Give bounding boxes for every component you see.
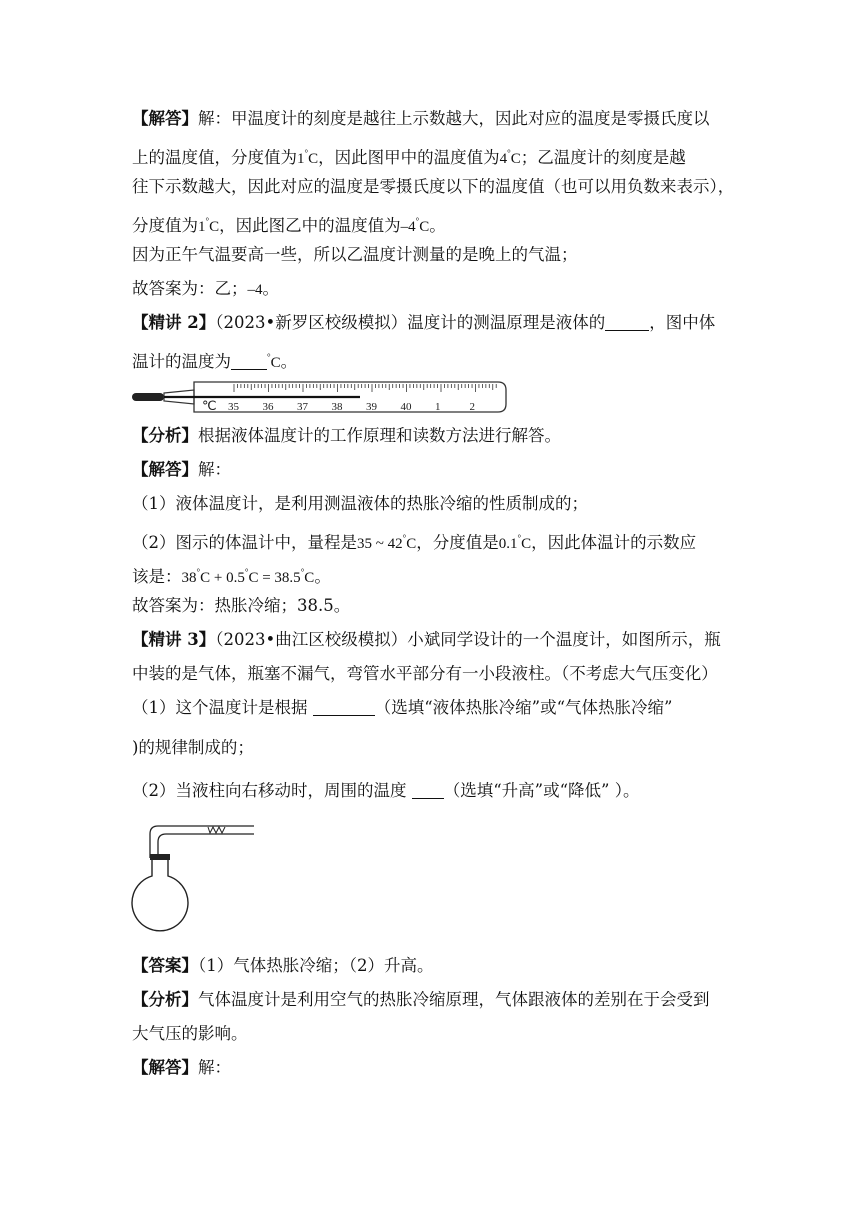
equation xyxy=(181,567,315,586)
text: （1）气体热胀冷缩；（2）升高。 xyxy=(198,956,434,975)
text: 中装的是气体，瓶塞不漏气，弯管水平部分有一小段液柱。（不考虑大气压变化） xyxy=(132,664,718,683)
value: 35 ~ 42 xyxy=(357,536,403,552)
math-value: –4 xyxy=(247,282,263,298)
value: 4 xyxy=(499,151,508,167)
answer-line-5 xyxy=(132,244,742,266)
math-value xyxy=(198,216,220,235)
value: 1 xyxy=(198,219,206,235)
degree-symbol: ° xyxy=(517,533,522,543)
text: ；乙温度计的刻度是越 xyxy=(520,148,686,167)
text: 该是： xyxy=(132,567,182,586)
scale-label: 40 xyxy=(400,401,412,413)
text: （2）图示的体温计中，量程是 xyxy=(132,533,357,552)
degree-symbol: ° xyxy=(304,148,309,158)
degree-symbol: ° xyxy=(415,216,420,226)
text: 往下示数越大，因此对应的温度是零摄氏度以下的温度值（也可以用负数来表示）， xyxy=(132,177,735,196)
text: ，分度值是 xyxy=(416,533,499,552)
unit: C xyxy=(304,570,315,586)
text: 。 xyxy=(262,279,279,298)
scale-label: 35 xyxy=(228,401,239,413)
answer-line-3 xyxy=(132,176,742,198)
solution-line-2 xyxy=(132,493,742,515)
math-value xyxy=(400,216,430,235)
unit: C xyxy=(270,355,281,371)
answer-blank xyxy=(313,699,375,716)
text: )的规律制成的； xyxy=(132,738,254,757)
unit: C xyxy=(248,570,259,586)
unit: C xyxy=(521,536,532,552)
text: ，图中体 xyxy=(649,313,716,332)
scale-label: 38 xyxy=(331,401,343,413)
thermometer-bulb xyxy=(132,393,164,401)
answer-blank xyxy=(231,353,267,370)
unit: C xyxy=(200,570,211,586)
text: （选填“升高”或“降低” ）。 xyxy=(443,781,640,800)
unit: C xyxy=(209,219,220,235)
text: （2023•新罗区校级模拟）温度计的测温原理是液体的 xyxy=(215,313,606,332)
math-value xyxy=(357,533,417,552)
degree-symbol: ° xyxy=(300,567,305,577)
question-3-line-3 xyxy=(132,697,742,719)
answer-line-1 xyxy=(132,108,742,130)
solution-line-4 xyxy=(132,561,742,589)
answer-tag: 【解答】 xyxy=(132,1058,198,1077)
bent-tube-outer xyxy=(150,826,254,858)
solution-line-final xyxy=(132,1057,742,1079)
solution-line-1 xyxy=(132,459,742,481)
scale-label: 37 xyxy=(297,401,308,413)
analysis-tag: 【分析】 xyxy=(132,426,198,445)
value: + 0.5 xyxy=(210,570,245,586)
analysis-line xyxy=(132,425,742,447)
answer-tag: 【解答】 xyxy=(132,109,198,128)
scale-label: 2 xyxy=(469,401,475,413)
scale-ticks xyxy=(234,384,496,392)
degree-symbol: ° xyxy=(196,567,201,577)
text: 。 xyxy=(280,352,298,371)
math-value xyxy=(499,148,521,167)
value: 0.1 xyxy=(498,536,518,552)
answer-blank xyxy=(605,314,649,331)
question-2-line-2 xyxy=(132,346,742,374)
question-tag: 【精讲 3】 xyxy=(132,630,216,649)
text: 温计的温度为 xyxy=(132,352,231,371)
value: = 38.5 xyxy=(258,570,301,586)
question-tag: 【精讲 2】 xyxy=(132,313,216,332)
text: 分度值为 xyxy=(132,216,198,235)
answer-label: 【答案】 xyxy=(132,956,198,975)
scale-labels xyxy=(228,401,475,413)
math-value xyxy=(297,148,319,167)
liquid-column xyxy=(208,827,225,833)
text: 气体温度计是利用空气的热胀冷缩原理，气体跟液体的差别在于会受到 xyxy=(198,990,710,1009)
value: 1 xyxy=(297,151,305,167)
text: 解：甲温度计的刻度是越往上示数越大，因此对应的温度是零摄氏度以 xyxy=(198,109,710,128)
analysis-line-3 xyxy=(132,1023,742,1045)
degree-symbol: ° xyxy=(507,148,511,158)
scale-label: 36 xyxy=(262,401,274,413)
math-value xyxy=(267,352,281,371)
text: 。 xyxy=(314,567,331,586)
text: 根据液体温度计的工作原理和读数方法进行解答。 xyxy=(198,426,561,445)
question-3-line-5 xyxy=(132,780,742,802)
degree-symbol: ° xyxy=(205,216,210,226)
text: 大气压的影响。 xyxy=(132,1024,248,1043)
degree-symbol: ° xyxy=(244,567,249,577)
text: 故答案为：热胀冷缩；38.5。 xyxy=(132,596,351,615)
text: ，因此图甲中的温度值为 xyxy=(318,148,500,167)
scale-label: 1 xyxy=(435,401,441,413)
question-3-line-2 xyxy=(132,663,742,685)
analysis-line-2 xyxy=(132,989,742,1011)
answer-line-4 xyxy=(132,210,742,238)
value: 38 xyxy=(181,570,197,586)
answer-line xyxy=(132,955,742,977)
math-value xyxy=(498,533,532,552)
text: 解： xyxy=(198,460,231,479)
degree-symbol: ° xyxy=(402,533,407,543)
unit-label: ℃ xyxy=(202,398,217,413)
gas-thermometer-figure xyxy=(128,818,258,940)
question-3-line-1 xyxy=(132,629,742,651)
text: ，因此体温计的示数应 xyxy=(531,533,697,552)
clinical-thermometer-figure xyxy=(130,380,510,416)
text: 解： xyxy=(198,1058,231,1077)
question-3-line-4 xyxy=(132,737,742,759)
text: （2023•曲江区校级模拟）小斌同学设计的一个温度计，如图所示，瓶 xyxy=(215,630,721,649)
text: （选填“液体热胀冷缩”或“气体热胀冷缩” xyxy=(374,698,673,717)
unit: C xyxy=(406,536,417,552)
flask xyxy=(132,860,188,931)
text: 上的温度值，分度值为 xyxy=(132,148,297,167)
text: ，因此图乙中的温度值为 xyxy=(219,216,401,235)
text: （1）液体温度计，是利用测温液体的热胀冷缩的性质制成的； xyxy=(132,494,588,513)
unit: C xyxy=(510,151,521,167)
answer-blank xyxy=(412,782,444,799)
analysis-tag: 【分析】 xyxy=(132,990,198,1009)
degree-symbol: ° xyxy=(267,352,271,362)
answer-line-6 xyxy=(132,278,742,301)
text: 因为正午气温要高一些，所以乙温度计测量的是晚上的气温； xyxy=(132,245,578,264)
question-2-line-1 xyxy=(132,312,742,334)
unit: C xyxy=(308,151,319,167)
text: 。 xyxy=(429,216,446,235)
solution-line-5 xyxy=(132,595,742,617)
scale-label: 39 xyxy=(366,401,377,413)
text: 故答案为：乙； xyxy=(132,279,248,298)
text: （2）当液柱向右移动时，周围的温度 xyxy=(132,781,412,800)
text: （1）这个温度计是根据 xyxy=(132,698,313,717)
unit: C xyxy=(419,219,430,235)
answer-tag: 【解答】 xyxy=(132,460,198,479)
value: –4 xyxy=(400,219,416,235)
bent-tube-inner xyxy=(158,834,254,858)
stopper xyxy=(150,854,170,860)
solution-line-3 xyxy=(132,527,742,555)
answer-line-2 xyxy=(132,142,742,170)
